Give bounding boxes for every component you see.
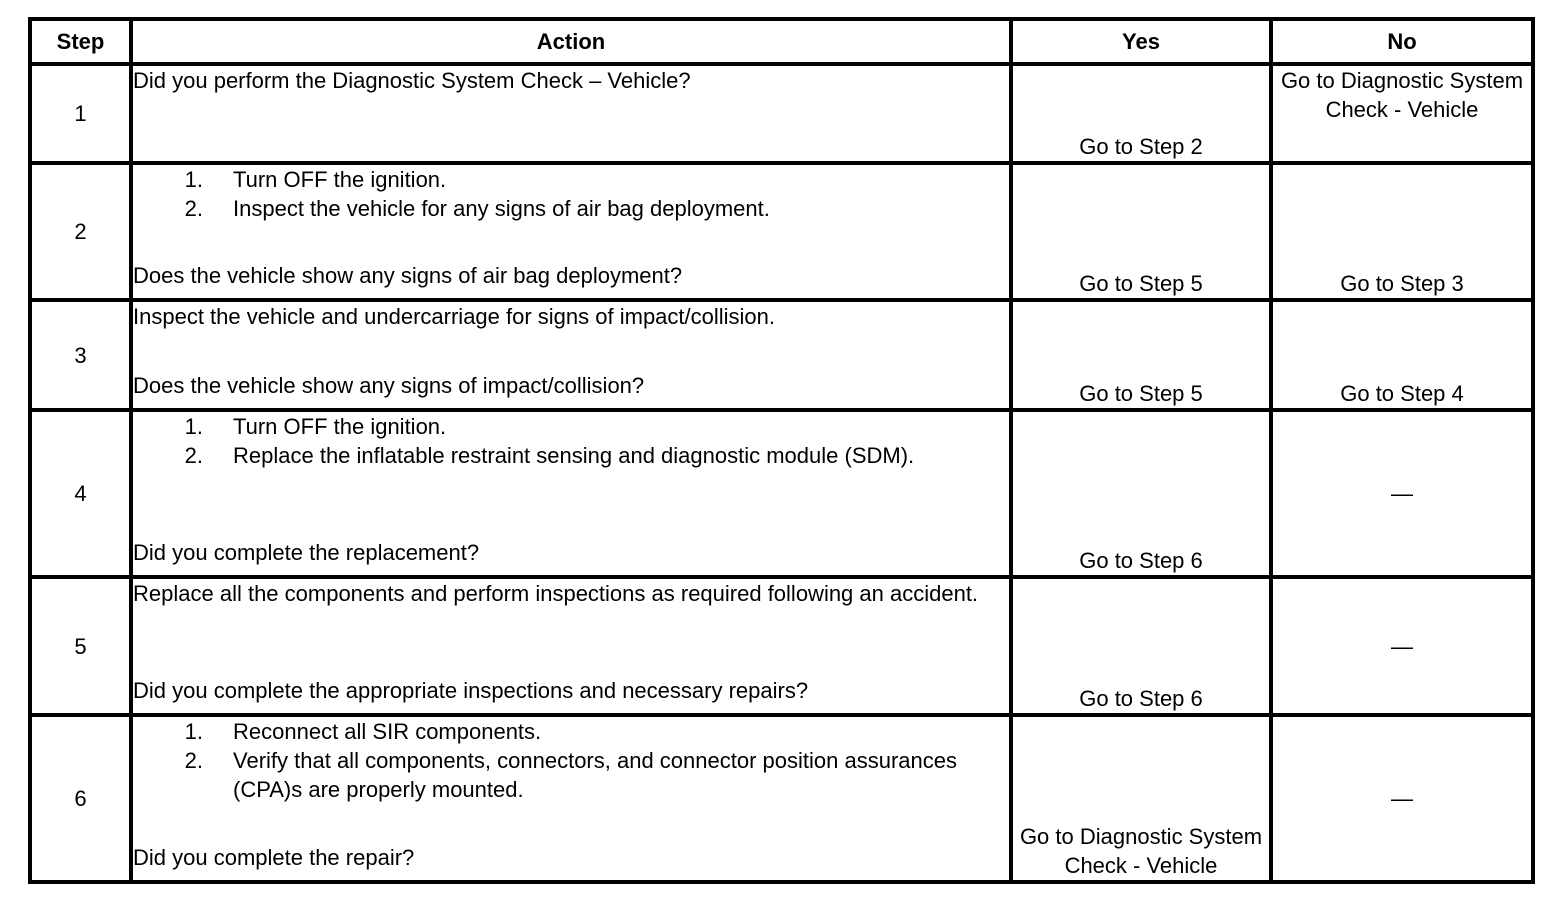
action-intro: Inspect the vehicle and undercarriage for signs of impact/collision. (133, 304, 776, 329)
action-question: Did you complete the replacement? (133, 540, 480, 565)
no-cell: Go to Diagnostic System Check - Vehicle (1271, 64, 1533, 163)
yes-cell: Go to Diagnostic System Check - Vehicle (1011, 715, 1271, 882)
action-question: Did you complete the appropriate inspections and necessary repairs? (133, 678, 809, 703)
step-number: 1 (30, 64, 131, 163)
action-step-item: 1. Turn OFF the ignition. (184, 167, 447, 192)
step-number: 5 (30, 577, 131, 715)
yes-cell: Go to Step 6 (1011, 577, 1271, 715)
table-row (30, 163, 1533, 300)
action-steps (133, 412, 1009, 470)
no-cell: — (1271, 577, 1533, 715)
action-cell (131, 410, 1011, 577)
action-cell (131, 163, 1011, 300)
action-question: Does the vehicle show any signs of air bag deployment? (133, 263, 683, 288)
action-cell (131, 577, 1011, 715)
action-question: Did you complete the repair? (133, 845, 415, 870)
table-row (30, 577, 1533, 715)
step-number: 3 (30, 300, 131, 410)
table-row (30, 300, 1533, 410)
action-step-item: 1. Reconnect all SIR components. (184, 719, 542, 744)
action-steps (133, 165, 1009, 223)
yes-cell: Go to Step 5 (1011, 300, 1271, 410)
action-intro: Did you perform the Diagnostic System Check – Vehicle? (133, 68, 691, 93)
table-row (30, 715, 1533, 882)
no-cell: Go to Step 4 (1271, 300, 1533, 410)
yes-cell: Go to Step 5 (1011, 163, 1271, 300)
step-number: 6 (30, 715, 131, 882)
action-steps (133, 717, 1009, 804)
no-cell: Go to Step 3 (1271, 163, 1533, 300)
action-cell (131, 715, 1011, 882)
header-yes: Yes (1011, 19, 1271, 64)
step-number: 2 (30, 163, 131, 300)
table-row (30, 410, 1533, 577)
header-row (30, 19, 1533, 64)
action-question: Does the vehicle show any signs of impact/collision? (133, 373, 645, 398)
header-step: Step (30, 19, 131, 64)
step-number: 4 (30, 410, 131, 577)
no-cell: — (1271, 715, 1533, 882)
yes-cell: Go to Step 6 (1011, 410, 1271, 577)
diagnostic-table (28, 17, 1535, 884)
action-step-item: 2. Replace the inflatable restraint sensing and diagnostic module (SDM). (184, 443, 915, 468)
header-action: Action (131, 19, 1011, 64)
action-intro: Replace all the components and perform inspections as required following an accident. (133, 581, 979, 606)
no-cell: — (1271, 410, 1533, 577)
table-row (30, 64, 1533, 163)
action-step-item: 2. Verify that all components, connectors, and connector position assurances (CPA)s are properly mounted. (184, 748, 957, 802)
action-cell (131, 300, 1011, 410)
action-cell (131, 64, 1011, 163)
yes-cell: Go to Step 2 (1011, 64, 1271, 163)
action-step-item: 1. Turn OFF the ignition. (184, 414, 447, 439)
action-step-item: 2. Inspect the vehicle for any signs of air bag deployment. (184, 196, 770, 221)
header-no: No (1271, 19, 1533, 64)
